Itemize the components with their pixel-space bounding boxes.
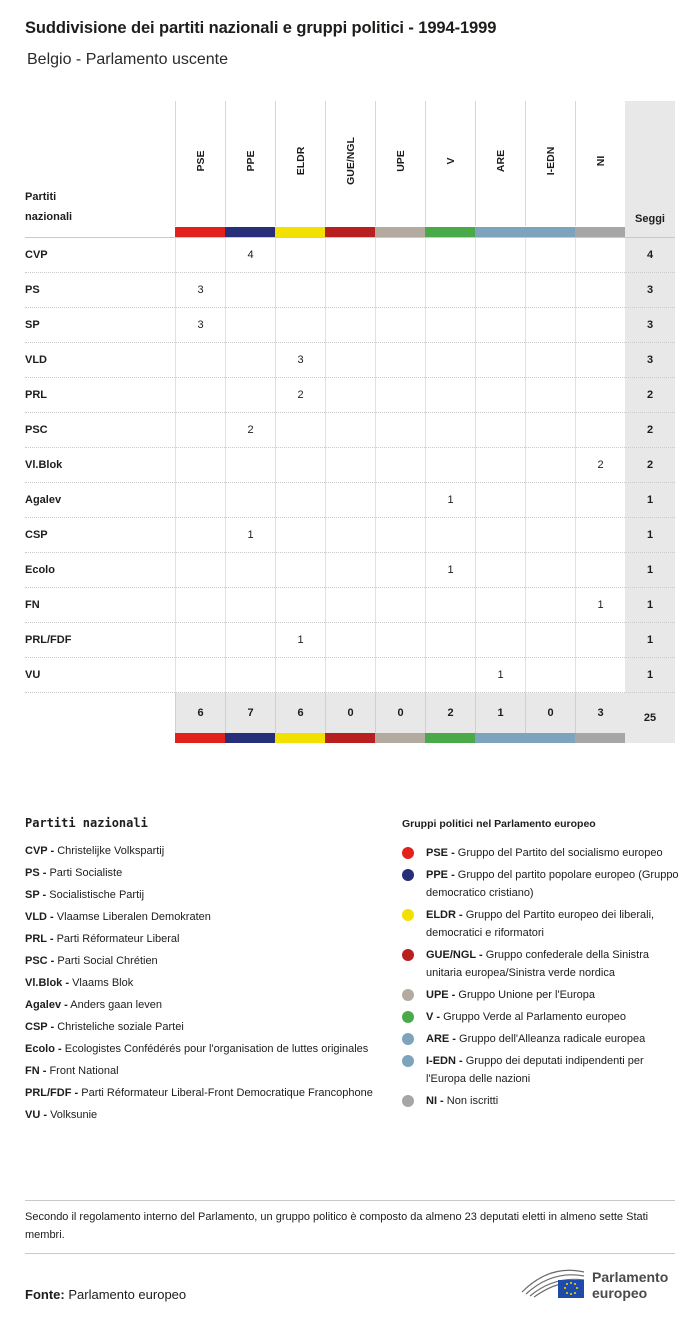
- seggi-cell: 1: [646, 564, 654, 576]
- group-column-header: [375, 101, 425, 226]
- seat-cell: [325, 413, 375, 448]
- seat-cell: [275, 588, 325, 623]
- logo-text-line-1: Parlamento: [592, 1269, 669, 1285]
- seggi-cell: 1: [646, 669, 654, 681]
- party-name-cell: PRL: [25, 389, 47, 401]
- seat-cell: [275, 413, 325, 448]
- seat-cell: [425, 518, 475, 553]
- seat-cell: [425, 238, 475, 273]
- group-total-cell: 7: [225, 693, 275, 733]
- party-name-cell: PS: [25, 284, 40, 296]
- seat-cell: [275, 238, 325, 273]
- party-full-name: Vlaams Blok: [72, 977, 134, 989]
- seat-cell: 1: [425, 553, 475, 588]
- group-legend-item: [402, 986, 682, 1004]
- group-column-header: [175, 101, 225, 226]
- group-column-label: I-EDN: [544, 146, 557, 176]
- seat-cell: [325, 343, 375, 378]
- seat-cell: [425, 273, 475, 308]
- party-name-cell: Ecolo: [25, 564, 55, 576]
- party-legend-item: [25, 908, 385, 926]
- seat-cell: [575, 658, 625, 693]
- seat-cell: [575, 518, 625, 553]
- group-color-bar-top: [525, 227, 575, 237]
- seat-cell: [475, 273, 525, 308]
- group-abbr: PSE -: [426, 847, 455, 859]
- party-abbr: Agalev -: [25, 999, 68, 1011]
- seat-cell: [525, 623, 575, 658]
- seat-cell: [525, 483, 575, 518]
- seggi-cell: 3: [646, 284, 654, 296]
- seat-cell: [525, 343, 575, 378]
- group-total-cell: 6: [275, 693, 325, 733]
- party-full-name: Christeliche soziale Partei: [57, 1021, 184, 1033]
- seggi-cell: 2: [646, 389, 654, 401]
- table-row: [25, 623, 675, 658]
- party-abbr: Ecolo -: [25, 1043, 62, 1055]
- seat-cell: [325, 553, 375, 588]
- group-abbr: NI -: [426, 1095, 444, 1107]
- seat-cell: [525, 518, 575, 553]
- seat-cell: [475, 308, 525, 343]
- seat-cell: [525, 588, 575, 623]
- table-row: [25, 588, 675, 623]
- group-full-name: Gruppo dell'Alleanza radicale europea: [459, 1033, 646, 1045]
- row-header-line-1: Partiti: [25, 191, 57, 203]
- party-name-cell: Agalev: [25, 494, 62, 506]
- seat-cell: [575, 238, 625, 273]
- seat-cell: [275, 448, 325, 483]
- seat-cell: [525, 658, 575, 693]
- rules-note: Secondo il regolamento interno del Parlamento, un gruppo politico è composto da almeno 23 deputati eletti in almeno sette Stati membri.: [25, 1211, 649, 1241]
- party-abbr: PRL -: [25, 933, 54, 945]
- party-name-cell: PSC: [25, 424, 48, 436]
- group-column-label: PSE: [194, 150, 207, 172]
- table-row: [25, 518, 675, 553]
- seat-cell: [225, 623, 275, 658]
- group-color-bar-bottom: [375, 733, 425, 743]
- seat-cell: [425, 308, 475, 343]
- group-color-dot-icon: [402, 949, 414, 961]
- table-row: [25, 483, 675, 518]
- group-color-dot-icon: [402, 1095, 414, 1107]
- seat-cell: [175, 623, 225, 658]
- seat-cell: [525, 553, 575, 588]
- seat-cell: [225, 378, 275, 413]
- group-legend-item: [402, 866, 682, 902]
- party-abbr: PS -: [25, 867, 47, 879]
- group-color-bar-top: [275, 227, 325, 237]
- political-groups-legend: [402, 818, 682, 1114]
- seat-cell: [375, 518, 425, 553]
- table-row: [25, 448, 675, 483]
- seat-cell: [375, 448, 425, 483]
- group-color-bar-top: [425, 227, 475, 237]
- group-color-dot-icon: [402, 1011, 414, 1023]
- seat-cell: [375, 483, 425, 518]
- grand-total: 25: [643, 712, 657, 724]
- seat-cell: 1: [475, 658, 525, 693]
- group-color-bar-bottom: [525, 733, 575, 743]
- seat-cell: 4: [225, 238, 275, 273]
- seat-cell: [375, 623, 425, 658]
- seat-cell: [525, 238, 575, 273]
- seat-cell: [575, 483, 625, 518]
- party-legend-item: [25, 1106, 385, 1124]
- seat-cell: 2: [225, 413, 275, 448]
- seat-cell: [475, 483, 525, 518]
- source-value: Parlamento europeo: [68, 1287, 187, 1302]
- seat-cell: 2: [275, 378, 325, 413]
- seat-cell: 2: [575, 448, 625, 483]
- seat-cell: [275, 483, 325, 518]
- seat-cell: [325, 273, 375, 308]
- seat-cell: 1: [225, 518, 275, 553]
- group-color-bar-bottom: [425, 733, 475, 743]
- group-total-cell: 2: [425, 693, 475, 733]
- party-abbr: PRL/FDF -: [25, 1087, 79, 1099]
- group-color-dot-icon: [402, 1055, 414, 1067]
- party-full-name: Parti Réformateur Liberal: [56, 933, 180, 945]
- seat-cell: [175, 378, 225, 413]
- seat-cell: [175, 518, 225, 553]
- party-full-name: Front National: [49, 1065, 119, 1077]
- seat-cell: [375, 308, 425, 343]
- group-column-label: PPE: [244, 150, 257, 172]
- party-full-name: Ecologistes Confédérés pour l'organisation de luttes originales: [64, 1043, 369, 1055]
- seat-cell: [325, 308, 375, 343]
- seggi-cell: 1: [646, 529, 654, 541]
- group-total-cell: 0: [525, 693, 575, 733]
- national-parties-legend: [25, 816, 385, 1128]
- group-column-header: [525, 101, 575, 226]
- party-legend-item: [25, 842, 385, 860]
- group-color-bar-bottom: [225, 733, 275, 743]
- table-row: [25, 308, 675, 343]
- group-column-label: ELDR: [294, 146, 307, 176]
- group-column-label: UPE: [394, 150, 407, 172]
- group-color-bar-top: [175, 227, 225, 237]
- party-legend-item: [25, 930, 385, 948]
- seggi-cell: 3: [646, 319, 654, 331]
- table-row: [25, 273, 675, 308]
- seat-cell: [475, 518, 525, 553]
- seat-cell: [475, 343, 525, 378]
- page-subtitle: Belgio - Parlamento uscente: [27, 51, 228, 68]
- group-abbr: ARE -: [426, 1033, 456, 1045]
- seat-cell: 1: [275, 623, 325, 658]
- parliament-logo-text: [592, 1269, 668, 1301]
- seat-cell: [575, 413, 625, 448]
- seat-cell: 3: [175, 308, 225, 343]
- seggi-cell: 2: [646, 459, 654, 471]
- group-color-bar-bottom: [325, 733, 375, 743]
- party-full-name: Anders gaan leven: [70, 999, 162, 1011]
- party-legend-item: [25, 996, 385, 1014]
- seat-cell: [325, 238, 375, 273]
- seat-cell: [175, 413, 225, 448]
- seat-cell: [575, 553, 625, 588]
- group-full-name: Gruppo del Partito europeo dei liberali, democratici e riformatori: [426, 909, 655, 939]
- seggi-cell: 2: [646, 424, 654, 436]
- group-column-label: GUE/NGL: [344, 137, 357, 185]
- seat-cell: [525, 308, 575, 343]
- group-color-dot-icon: [402, 989, 414, 1001]
- group-column-header: [425, 101, 475, 226]
- party-abbr: PSC -: [25, 955, 55, 967]
- seggi-cell: 1: [646, 599, 654, 611]
- seat-cell: [475, 378, 525, 413]
- group-abbr: V -: [426, 1011, 441, 1023]
- group-total-cell: 1: [475, 693, 525, 733]
- seat-cell: [325, 483, 375, 518]
- seggi-header: Seggi: [635, 213, 665, 225]
- group-column-header: [575, 101, 625, 226]
- party-legend-item: [25, 1062, 385, 1080]
- seat-cell: [175, 343, 225, 378]
- table-row: [25, 553, 675, 588]
- seat-cell: [375, 273, 425, 308]
- row-header-line-2: nazionali: [25, 211, 73, 223]
- group-color-bar-bottom: [475, 733, 525, 743]
- seat-cell: [525, 413, 575, 448]
- seat-cell: [425, 378, 475, 413]
- seat-cell: [225, 658, 275, 693]
- seat-cell: [175, 553, 225, 588]
- party-legend-item: [25, 1040, 385, 1058]
- seat-cell: [225, 273, 275, 308]
- seat-cell: [525, 378, 575, 413]
- party-legend-item: [25, 1018, 385, 1036]
- party-abbr: CVP -: [25, 845, 55, 857]
- party-legend-item: [25, 886, 385, 904]
- logo-text-line-2: europeo: [592, 1285, 648, 1301]
- group-abbr: ELDR -: [426, 909, 463, 921]
- seat-cell: [425, 343, 475, 378]
- group-full-name: Non iscritti: [446, 1095, 499, 1107]
- group-color-bar-top: [225, 227, 275, 237]
- group-color-bar-bottom: [575, 733, 625, 743]
- seat-cell: [325, 448, 375, 483]
- party-abbr: Vl.Blok -: [25, 977, 70, 989]
- seat-cell: [375, 588, 425, 623]
- party-full-name: Christelijke Volkspartij: [57, 845, 165, 857]
- group-total-cell: 6: [175, 693, 225, 733]
- group-column-label: V: [444, 157, 457, 165]
- seat-cell: [175, 448, 225, 483]
- note-divider-top: [25, 1200, 675, 1201]
- group-color-dot-icon: [402, 847, 414, 859]
- group-full-name: Gruppo Unione per l'Europa: [458, 989, 596, 1001]
- seat-cell: [525, 273, 575, 308]
- table-row: [25, 238, 675, 273]
- group-legend-item: [402, 844, 682, 862]
- seat-cell: [575, 273, 625, 308]
- seat-cell: [175, 238, 225, 273]
- party-abbr: VU -: [25, 1109, 47, 1121]
- seat-cell: [325, 378, 375, 413]
- seat-cell: [475, 238, 525, 273]
- seggi-cell: 1: [646, 634, 654, 646]
- seat-cell: [375, 238, 425, 273]
- party-name-cell: SP: [25, 319, 40, 331]
- party-name-cell: CSP: [25, 529, 48, 541]
- seggi-cell: 3: [646, 354, 654, 366]
- seat-cell: 1: [575, 588, 625, 623]
- group-full-name: Gruppo Verde al Parlamento europeo: [443, 1011, 626, 1023]
- group-column-header: [325, 101, 375, 226]
- table-row: [25, 658, 675, 693]
- seat-cell: [275, 658, 325, 693]
- group-legend-item: [402, 1008, 682, 1026]
- group-color-bar-top: [475, 227, 525, 237]
- group-legend-item: [402, 1030, 682, 1048]
- group-legend-item: [402, 946, 682, 982]
- group-column-label: ARE: [494, 149, 507, 173]
- party-legend-item: [25, 952, 385, 970]
- seat-cell: [575, 623, 625, 658]
- row-header-label: [25, 187, 72, 227]
- party-full-name: Socialistische Partij: [49, 889, 145, 901]
- seat-cell: [525, 448, 575, 483]
- seat-cell: [275, 553, 325, 588]
- seat-cell: [475, 553, 525, 588]
- page-title: Suddivisione dei partiti nazionali e gruppi politici - 1994-1999: [25, 19, 497, 37]
- group-abbr: UPE -: [426, 989, 456, 1001]
- source-label: Fonte:: [25, 1287, 65, 1302]
- table-row: [25, 343, 675, 378]
- party-abbr: FN -: [25, 1065, 47, 1077]
- group-column-header: [225, 101, 275, 226]
- seat-cell: [375, 413, 425, 448]
- seat-cell: [475, 623, 525, 658]
- seat-cell: [425, 658, 475, 693]
- group-color-bar-bottom: [175, 733, 225, 743]
- group-abbr: GUE/NGL -: [426, 949, 483, 961]
- seggi-cell: 4: [646, 249, 654, 261]
- group-abbr: I-EDN -: [426, 1055, 463, 1067]
- seat-cell: [375, 553, 425, 588]
- seat-cell: [425, 588, 475, 623]
- seat-cell: [475, 413, 525, 448]
- seat-cell: [225, 588, 275, 623]
- party-full-name: Parti Socialiste: [49, 867, 123, 879]
- group-color-dot-icon: [402, 1033, 414, 1045]
- seat-cell: [425, 413, 475, 448]
- group-total-cell: 0: [325, 693, 375, 733]
- party-name-cell: CVP: [25, 249, 48, 261]
- seat-cell: [575, 378, 625, 413]
- party-name-cell: VU: [25, 669, 41, 681]
- group-legend-item: [402, 906, 682, 942]
- group-color-dot-icon: [402, 909, 414, 921]
- seat-cell: [225, 553, 275, 588]
- group-legend-item: [402, 1092, 682, 1110]
- seggi-cell: 1: [646, 494, 654, 506]
- group-full-name: Gruppo del partito popolare europeo (Gruppo democratico cristiano): [426, 869, 679, 899]
- group-column-header: [475, 101, 525, 226]
- group-legend-item: [402, 1052, 682, 1088]
- seat-cell: [175, 658, 225, 693]
- seat-cell: [225, 448, 275, 483]
- seat-cell: [375, 658, 425, 693]
- seat-cell: [375, 343, 425, 378]
- seat-cell: [425, 448, 475, 483]
- group-total-cell: 0: [375, 693, 425, 733]
- seat-cell: [475, 588, 525, 623]
- group-color-bar-top: [375, 227, 425, 237]
- group-full-name: Gruppo del Partito del socialismo europeo: [457, 847, 663, 859]
- party-name-cell: Vl.Blok: [25, 459, 63, 471]
- group-column-label: NI: [594, 155, 607, 167]
- party-abbr: VLD -: [25, 911, 54, 923]
- party-name-cell: VLD: [25, 354, 47, 366]
- group-full-name: Gruppo confederale della Sinistra unitaria europea/Sinistra verde nordica: [426, 949, 649, 979]
- seat-cell: [275, 273, 325, 308]
- party-full-name: Vlaamse Liberalen Demokraten: [56, 911, 211, 923]
- group-color-dot-icon: [402, 869, 414, 881]
- seat-cell: 3: [275, 343, 325, 378]
- seat-cell: [325, 518, 375, 553]
- seat-cell: [225, 483, 275, 518]
- seat-cell: 3: [175, 273, 225, 308]
- party-legend-item: [25, 974, 385, 992]
- seat-cell: [325, 588, 375, 623]
- group-color-bar-top: [575, 227, 625, 237]
- group-abbr: PPE -: [426, 869, 455, 881]
- group-full-name: Gruppo dei deputati indipendenti per l'Europa delle nazioni: [426, 1055, 644, 1085]
- table-row: [25, 413, 675, 448]
- seat-cell: 1: [425, 483, 475, 518]
- group-total-cell: 3: [575, 693, 625, 733]
- party-legend-item: [25, 1084, 385, 1102]
- table-row: [25, 378, 675, 413]
- seat-cell: [225, 308, 275, 343]
- group-color-bar-top: [325, 227, 375, 237]
- party-name-cell: FN: [25, 599, 40, 611]
- seat-cell: [275, 518, 325, 553]
- party-full-name: Parti Réformateur Liberal-Front Democratique Francophone: [81, 1087, 373, 1099]
- seat-cell: [475, 448, 525, 483]
- source-line: [25, 1287, 186, 1302]
- party-full-name: Volksunie: [50, 1109, 98, 1121]
- seat-cell: [325, 658, 375, 693]
- party-full-name: Parti Social Chrétien: [57, 955, 158, 967]
- party-abbr: SP -: [25, 889, 47, 901]
- seat-cell: [325, 623, 375, 658]
- seat-cell: [575, 308, 625, 343]
- seat-cell: [275, 308, 325, 343]
- seat-cell: [575, 343, 625, 378]
- party-legend-item: [25, 864, 385, 882]
- party-name-cell: PRL/FDF: [25, 634, 72, 646]
- seat-cell: [225, 343, 275, 378]
- group-column-header: [275, 101, 325, 226]
- party-abbr: CSP -: [25, 1021, 55, 1033]
- seat-cell: [425, 623, 475, 658]
- seat-cell: [175, 588, 225, 623]
- seat-cell: [175, 483, 225, 518]
- political-groups-legend-title: Gruppi politici nel Parlamento europeo: [402, 818, 596, 830]
- group-color-bar-bottom: [275, 733, 325, 743]
- note-divider-bottom: [25, 1253, 675, 1254]
- national-parties-legend-title: Partiti nazionali: [25, 816, 148, 830]
- seat-cell: [375, 378, 425, 413]
